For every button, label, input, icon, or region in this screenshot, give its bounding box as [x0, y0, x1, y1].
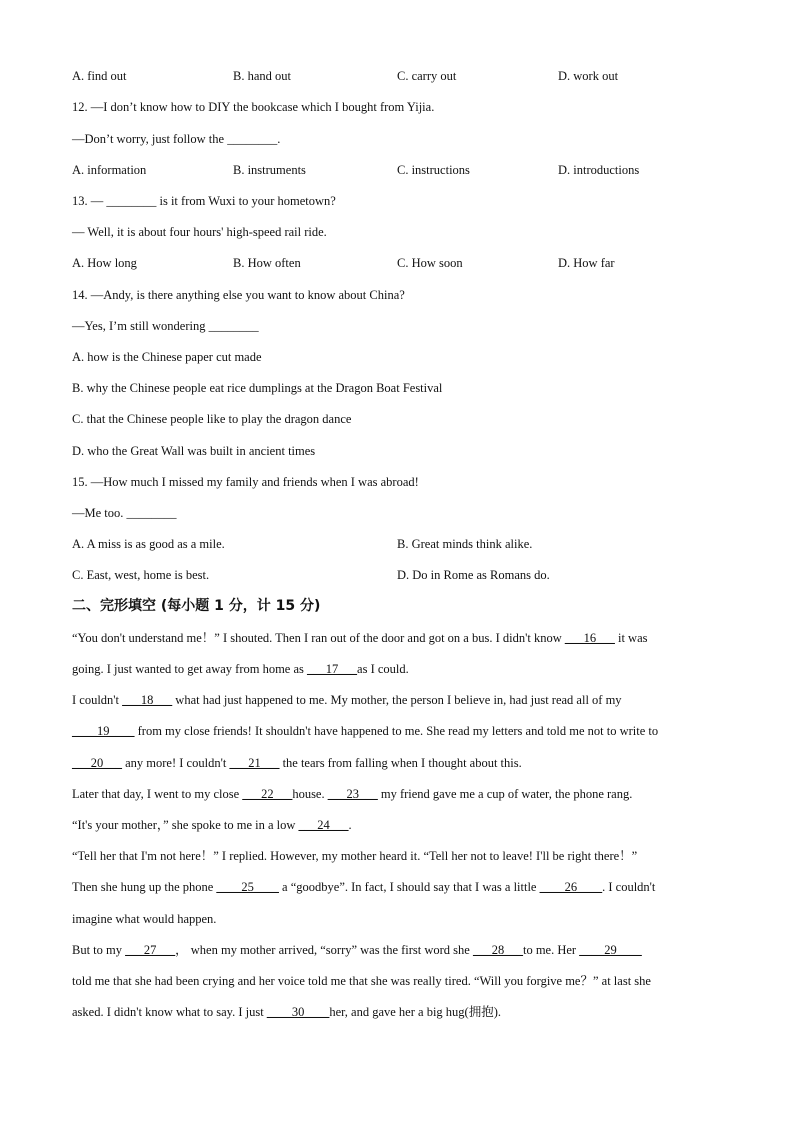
passage-text: “You don't understand me！” I shouted. Then I ran out of the door and got on a bus. I didn't know [72, 631, 565, 645]
passage-line [72, 786, 632, 802]
blank-18: ___18___ [122, 693, 173, 707]
q15-option-a: A. A miss is as good as a mile. [72, 537, 225, 551]
passage-text: going. I just wanted to get away from home as [72, 662, 308, 676]
passage-line [72, 692, 622, 708]
blank-27: ___27___ [125, 943, 176, 957]
passage-text: asked. I didn't know what to say. I just [72, 1005, 267, 1019]
q13-option-b: B. How often [233, 256, 301, 270]
q14-reply: —Yes, I’m still wondering ________ [72, 319, 259, 333]
passage-line: “Tell her that I'm not here！” I replied. However, my mother heard it. “Tell her not to leave! I'll be right there！” [72, 849, 638, 863]
q15-reply: —Me too. ________ [72, 506, 177, 520]
passage-text: the tears from falling when I thought about this. [279, 756, 522, 770]
passage-text: ， when my mother arrived, “sorry” was the first word she [175, 943, 473, 957]
passage-text: her, and gave her a big hug(拥抱). [329, 1005, 501, 1019]
passage-text: . I couldn't [602, 880, 656, 894]
blank-26: ____26____ [539, 880, 603, 894]
blank-28: ___28___ [472, 943, 523, 957]
q13-reply: — Well, it is about four hours' high-speed rail ride. [72, 225, 327, 239]
passage-text: any more! I couldn't [122, 756, 230, 770]
q14-option-a: A. how is the Chinese paper cut made [72, 350, 262, 364]
blank-23: ___23___ [327, 787, 378, 801]
passage-text: as I could. [357, 662, 409, 676]
q15-stem: 15. —How much I missed my family and friends when I was abroad! [72, 475, 419, 489]
passage-text: a “goodbye”. In fact, I should say that I was a little [278, 880, 540, 894]
q15-option-b: B. Great minds think alike. [397, 537, 533, 551]
blank-25: ____25____ [216, 880, 279, 894]
q14-option-d: D. who the Great Wall was built in ancient times [72, 444, 316, 458]
passage-line [72, 1004, 501, 1020]
q15-option-c: C. East, west, home is best. [72, 568, 210, 582]
blank-21: ___21___ [229, 756, 280, 770]
passage-text: it was [614, 631, 648, 645]
q13-option-d: D. How far [558, 256, 615, 270]
passage-line [72, 817, 352, 833]
q12-reply: —Don’t worry, just follow the ________. [72, 132, 281, 146]
passage-text: . [348, 818, 352, 832]
q12-stem: 12. —I don’t know how to DIY the bookcase which I bought from Yijia. [72, 100, 435, 114]
q13-stem: 13. — ________ is it from Wuxi to your hometown? [72, 194, 336, 208]
q13-option-c: C. How soon [397, 256, 463, 270]
section-heading: 二、完形填空 (每小题 1 分，计 15 分) [72, 598, 321, 614]
passage-line [72, 661, 409, 677]
passage-text: my friend gave me a cup of water, the phone rang. [377, 787, 633, 801]
passage-text: from my close friends! It shouldn't have happened to me. She read my letters and told me not to write to [134, 724, 659, 738]
blank-24: ___24___ [298, 818, 349, 832]
q14-stem: 14. —Andy, is there anything else you want to know about China? [72, 288, 405, 302]
blank-30: ____30____ [266, 1005, 330, 1019]
blank-17: ___17___ [307, 662, 358, 676]
passage-line: told me that she had been crying and her voice told me that she was really tired. “Will you forgive me？” at last she [72, 974, 651, 988]
passage-line [72, 879, 655, 895]
passage-line [72, 942, 642, 958]
passage-text: “It's your mother，” she spoke to me in a low [72, 818, 299, 832]
passage-line [72, 723, 658, 739]
q14-option-c: C. that the Chinese people like to play the dragon dance [72, 412, 352, 426]
q13-option-a: A. How long [72, 256, 137, 270]
passage-text: I couldn't [72, 693, 123, 707]
passage-text: Then she hung up the phone [72, 880, 217, 894]
passage-text: to me. Her [522, 943, 580, 957]
q11-option-d: D. work out [558, 69, 619, 83]
passage-text: what had just happened to me. My mother, the person I believe in, had just read all of my [172, 693, 622, 707]
q12-option-d: D. introductions [558, 163, 640, 177]
q12-option-c: C. instructions [397, 163, 470, 177]
passage-line: imagine what would happen. [72, 912, 217, 926]
q15-option-d: D. Do in Rome as Romans do. [397, 568, 550, 582]
passage-line [72, 630, 648, 646]
q11-option-c: C. carry out [397, 69, 457, 83]
blank-16: ___16___ [564, 631, 615, 645]
q12-option-b: B. instruments [233, 163, 306, 177]
blank-20: ___20___ [72, 756, 122, 770]
blank-19: ____19____ [72, 724, 135, 738]
q14-option-b: B. why the Chinese people eat rice dumplings at the Dragon Boat Festival [72, 381, 443, 395]
blank-22: ___22___ [242, 787, 293, 801]
passage-text: house. [292, 787, 328, 801]
passage-text: But to my [72, 943, 126, 957]
q12-option-a: A. information [72, 163, 147, 177]
q11-option-b: B. hand out [233, 69, 291, 83]
q11-option-a: A. find out [72, 69, 127, 83]
passage-line [72, 755, 522, 771]
passage-text: Later that day, I went to my close [72, 787, 243, 801]
blank-29: ____29____ [579, 943, 642, 957]
